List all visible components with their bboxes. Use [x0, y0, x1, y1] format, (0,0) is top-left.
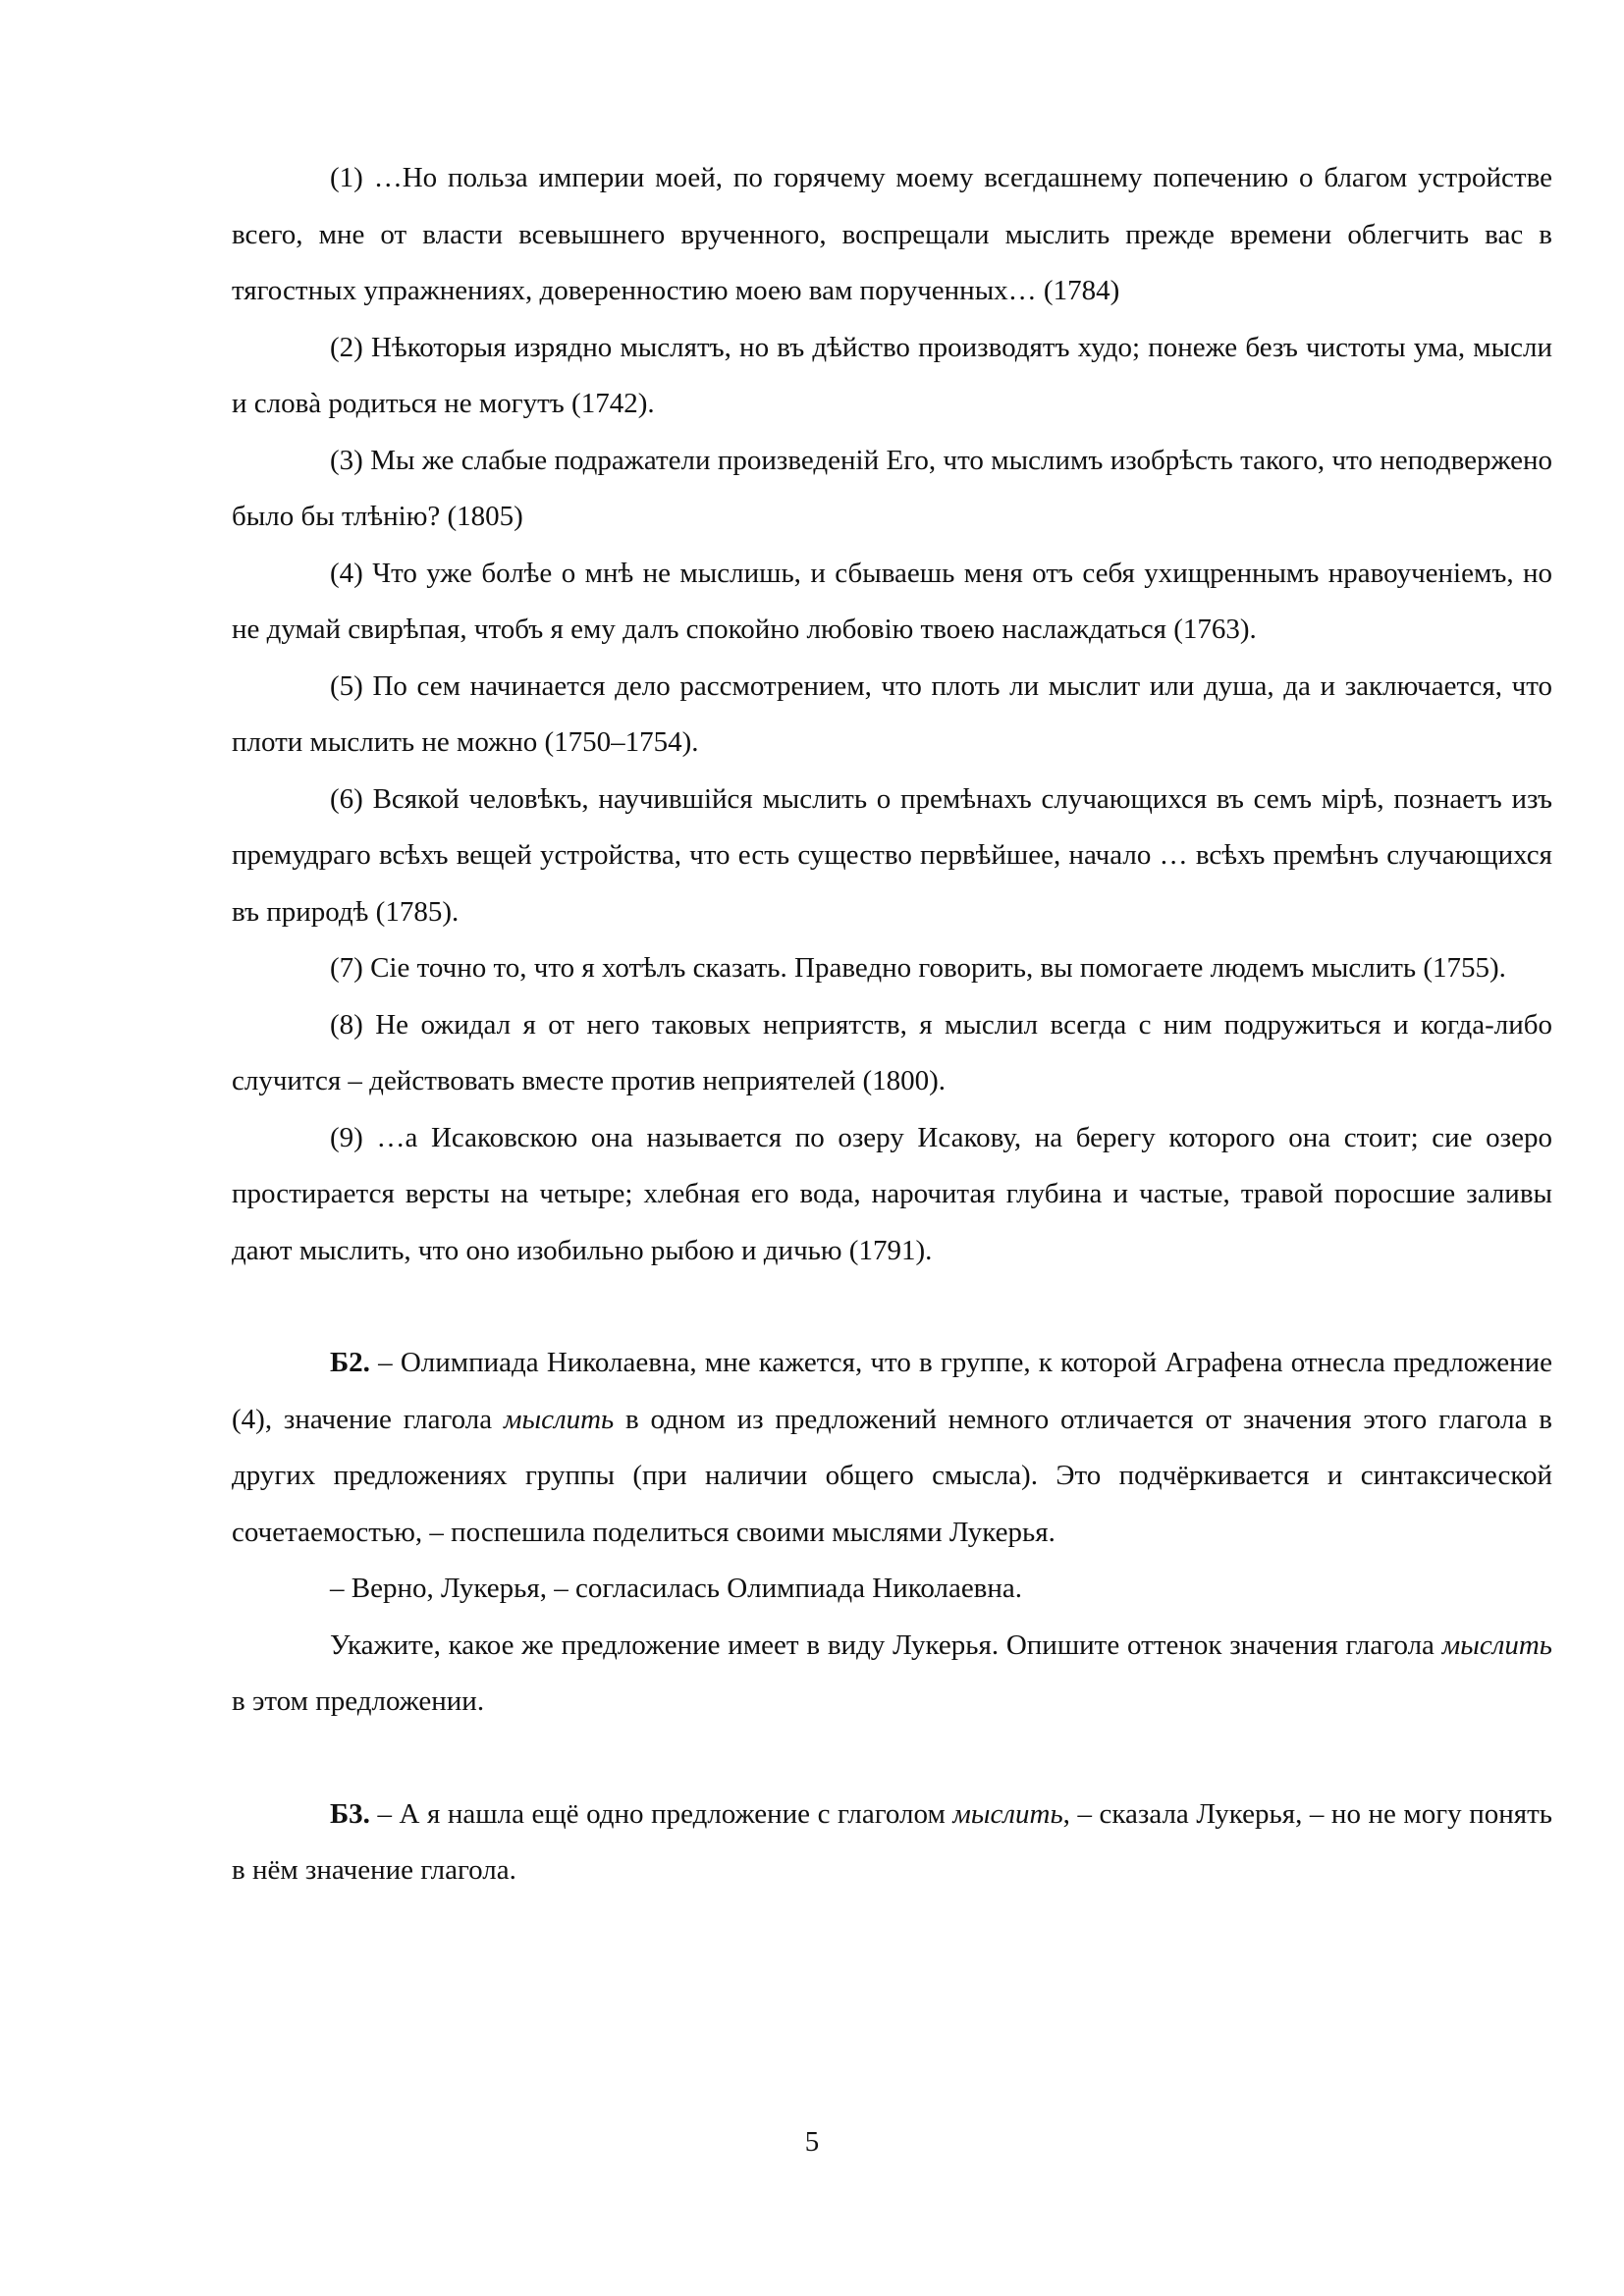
example-4	[232, 546, 1552, 659]
example-text: Мы же слабые подражатели произведенiй Его, что мыслимъ изобрѣсть такого, что неподвержено было бы тлѣнiю? (1805)	[232, 444, 1553, 532]
example-9	[232, 1110, 1552, 1280]
task-text: в этом предложении.	[232, 1685, 485, 1717]
task-b3-dialogue	[232, 1787, 1552, 1899]
task-text: – А я нашла ещё одно предложение с глаголом	[369, 1797, 953, 1830]
term-italic: мыслить	[503, 1403, 615, 1435]
task-b2-dialogue	[232, 1335, 1552, 1561]
example-number: (4)	[330, 557, 363, 589]
page-number: 5	[804, 2126, 820, 2158]
task-text: Укажите, какое же предложение имеет в виду Лукерья. Опишите оттенок значения глагола	[330, 1629, 1442, 1661]
example-text: Что уже болѣе о мнѣ не мыслишь, и сбываешь меня отъ себя ухищреннымъ нравоученiемъ, но не думай свирѣпая, чтобъ я ему далъ спокойно любовiю твоею наслаждаться (1763).	[232, 557, 1552, 645]
task-text: – Олимпиада Николаевна, мне кажется, что в группе, к которой Аграфена отнесла предложение (4), значение глагола	[232, 1347, 1552, 1435]
example-text: Сiе точно то, что я хотѣлъ сказать. Праведно говорить, вы помогаете людемъ мыслить (1755).	[370, 952, 1506, 984]
example-2	[232, 320, 1552, 433]
task-b2	[232, 1335, 1552, 1731]
example-8	[232, 997, 1552, 1110]
task-label: Б2.	[330, 1347, 370, 1378]
example-1	[232, 150, 1552, 320]
term-italic: мыслить	[952, 1797, 1063, 1830]
example-number: (9)	[330, 1121, 363, 1153]
example-text: …а Исаковскою она называется по озеру Исакову, на берегу которого она стоит; сие озеро простирается версты на четыре; хлебная его вода, нарочитая глубина и частые, травой поросшие заливы дают мыслить, что оно изобильно рыбою и дичью (1791).	[232, 1121, 1553, 1266]
task-text: в одном из предложений немного отличается от значения этого глагола в других предложениях группы (при наличии общего смысла). Это подчёркивается и синтаксической сочетаемостью, – поспешила поделиться своими мыслями Лукерья.	[232, 1403, 1552, 1548]
task-b2-reply: – Верно, Лукерья, – согласилась Олимпиада Николаевна.	[330, 1573, 1023, 1604]
example-text: …Но польза империи моей, по горячему моему всегдашнему попечению о благом устройстве всего, мне от власти всевышнего врученного, воспрещали мыслить прежде времени облегчить вас в тягостных упражнениях, доверенностию моею вам порученных… (1784)	[232, 162, 1552, 306]
example-text: Не ожидал я от него таковых неприятств, я мыслил всегда с ним подружиться и когда-либо случится – действовать вместе против неприятелей (1800).	[232, 1008, 1552, 1096]
example-number: (8)	[330, 1008, 363, 1041]
example-number: (2)	[330, 331, 363, 363]
task-b2-question	[232, 1618, 1552, 1731]
example-number: (6)	[330, 782, 363, 815]
example-7	[232, 940, 1552, 997]
document-page	[232, 150, 1552, 1899]
example-3	[232, 433, 1552, 546]
task-text: , – сказала Лукерья, – но не могу понять в нём значение глагола.	[232, 1797, 1552, 1886]
examples-list	[232, 150, 1552, 1279]
example-text: Всякой человѣкъ, научившiйся мыслить о премѣнахъ случающихся въ семъ мiрѣ, познаетъ изъ премудраго всѣхъ вещей устройства, что есть существо первѣйшее, начало … всѣхъ премѣнъ случающихся въ природѣ (1785).	[232, 782, 1553, 928]
example-text: По сем начинается дело рассмотрением, что плоть ли мыслит или душа, да и заключается, что плоти мыслить не можно (1750–1754).	[232, 669, 1552, 758]
task-label: Б3.	[330, 1797, 370, 1830]
task-b3	[232, 1787, 1552, 1899]
example-number: (3)	[330, 444, 363, 476]
term-italic: мыслить	[1441, 1629, 1552, 1661]
example-number: (1)	[330, 162, 363, 193]
example-text: Нѣкоторыя изрядно мыслятъ, но въ дѣйство производятъ худо; понеже безъ чистоты ума, мысли и словà родиться не могутъ (1742).	[232, 331, 1553, 419]
example-number: (7)	[330, 952, 363, 984]
example-number: (5)	[330, 669, 363, 702]
example-6	[232, 772, 1552, 941]
example-5	[232, 659, 1552, 772]
